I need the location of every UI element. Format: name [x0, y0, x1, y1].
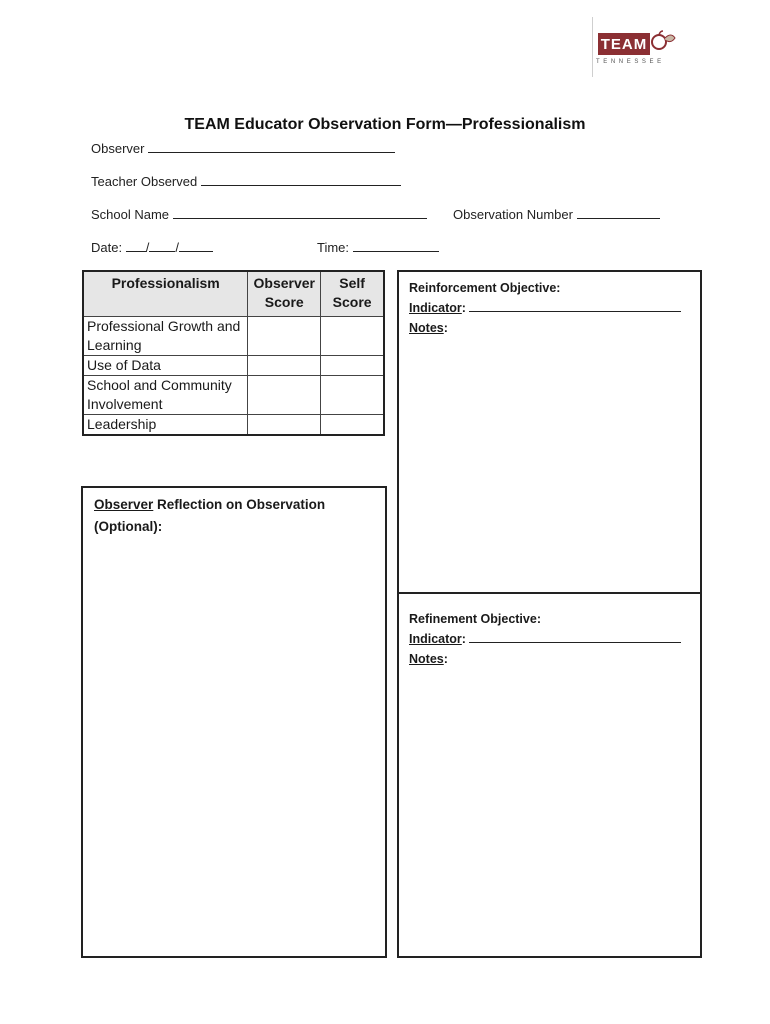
date-field[interactable] — [91, 239, 213, 255]
obs-number-label: Observation Number — [453, 207, 573, 222]
self-score-cell[interactable] — [321, 317, 384, 356]
row-label: Professional Growth and Learning — [83, 317, 248, 356]
form-title: TEAM Educator Observation Form—Professionalism — [184, 116, 586, 133]
observer-label: Observer — [91, 141, 145, 156]
reinforcement-indicator-colon: : — [461, 301, 466, 315]
reinforcement-indicator-blank[interactable] — [469, 298, 681, 312]
logo-text: TEAM — [598, 33, 650, 55]
header-self-score: Self Score — [321, 271, 384, 317]
time-label: Time: — [317, 240, 350, 255]
header-professionalism: Professionalism — [83, 271, 248, 317]
row-label: Use of Data — [83, 356, 248, 376]
table-row — [83, 376, 384, 415]
school-label: School Name — [91, 207, 170, 222]
team-tennessee-logo — [592, 17, 684, 77]
reinforcement-notes-colon: : — [443, 321, 448, 335]
teacher-label: Teacher Observed — [91, 174, 198, 189]
date-sep-2: / — [175, 240, 179, 255]
refinement-notes-colon: : — [443, 652, 448, 666]
refinement-title: Refinement Objective: — [409, 612, 541, 626]
reflection-title-observer: Observer — [94, 497, 154, 512]
reinforcement-notes-label: Notes — [409, 321, 444, 335]
table-row — [83, 317, 384, 356]
date-label: Date: — [91, 240, 123, 255]
date-month-blank[interactable] — [126, 239, 146, 252]
obs-number-field[interactable] — [453, 206, 660, 222]
refinement-indicator-blank[interactable] — [469, 629, 681, 643]
score-table — [82, 270, 385, 436]
self-score-cell[interactable] — [321, 376, 384, 415]
teacher-field[interactable] — [91, 173, 401, 189]
table-header-row — [83, 271, 384, 317]
refinement-section[interactable] — [409, 609, 681, 669]
obs-number-blank[interactable] — [577, 206, 660, 219]
observer-score-cell[interactable] — [248, 356, 321, 376]
apple-icon — [648, 28, 678, 58]
observer-blank[interactable] — [148, 140, 395, 153]
observer-score-cell[interactable] — [248, 415, 321, 436]
date-sep-1: / — [145, 240, 150, 255]
header-observer-score: Observer Score — [248, 271, 321, 317]
refinement-indicator-label: Indicator — [409, 632, 462, 646]
reflection-title — [94, 494, 374, 538]
reflection-title-optional: (Optional): — [94, 519, 163, 534]
reinforcement-section[interactable] — [409, 278, 681, 338]
table-row — [83, 356, 384, 376]
reflection-title-rest: Reflection on Observation — [153, 497, 326, 512]
reinforcement-indicator-label: Indicator — [409, 301, 462, 315]
teacher-blank[interactable] — [201, 173, 401, 186]
logo-subtitle: TENNESSEE — [596, 59, 665, 65]
school-blank[interactable] — [173, 206, 427, 219]
reflection-box[interactable] — [81, 486, 387, 958]
objectives-divider — [399, 592, 700, 594]
refinement-indicator-colon: : — [461, 632, 466, 646]
time-blank[interactable] — [353, 239, 439, 252]
observer-field[interactable] — [91, 140, 395, 156]
self-score-cell[interactable] — [321, 415, 384, 436]
row-label: Leadership — [83, 415, 248, 436]
school-field[interactable] — [91, 206, 427, 222]
observer-score-cell[interactable] — [248, 317, 321, 356]
table-row — [83, 415, 384, 436]
logo-divider — [592, 17, 593, 77]
observer-score-cell[interactable] — [248, 376, 321, 415]
date-year-blank[interactable] — [179, 239, 213, 252]
time-field[interactable] — [317, 239, 439, 255]
reinforcement-title: Reinforcement Objective: — [409, 281, 561, 295]
row-label: School and Community Involvement — [83, 376, 248, 415]
self-score-cell[interactable] — [321, 356, 384, 376]
date-day-blank[interactable] — [149, 239, 175, 252]
refinement-notes-label: Notes — [409, 652, 444, 666]
